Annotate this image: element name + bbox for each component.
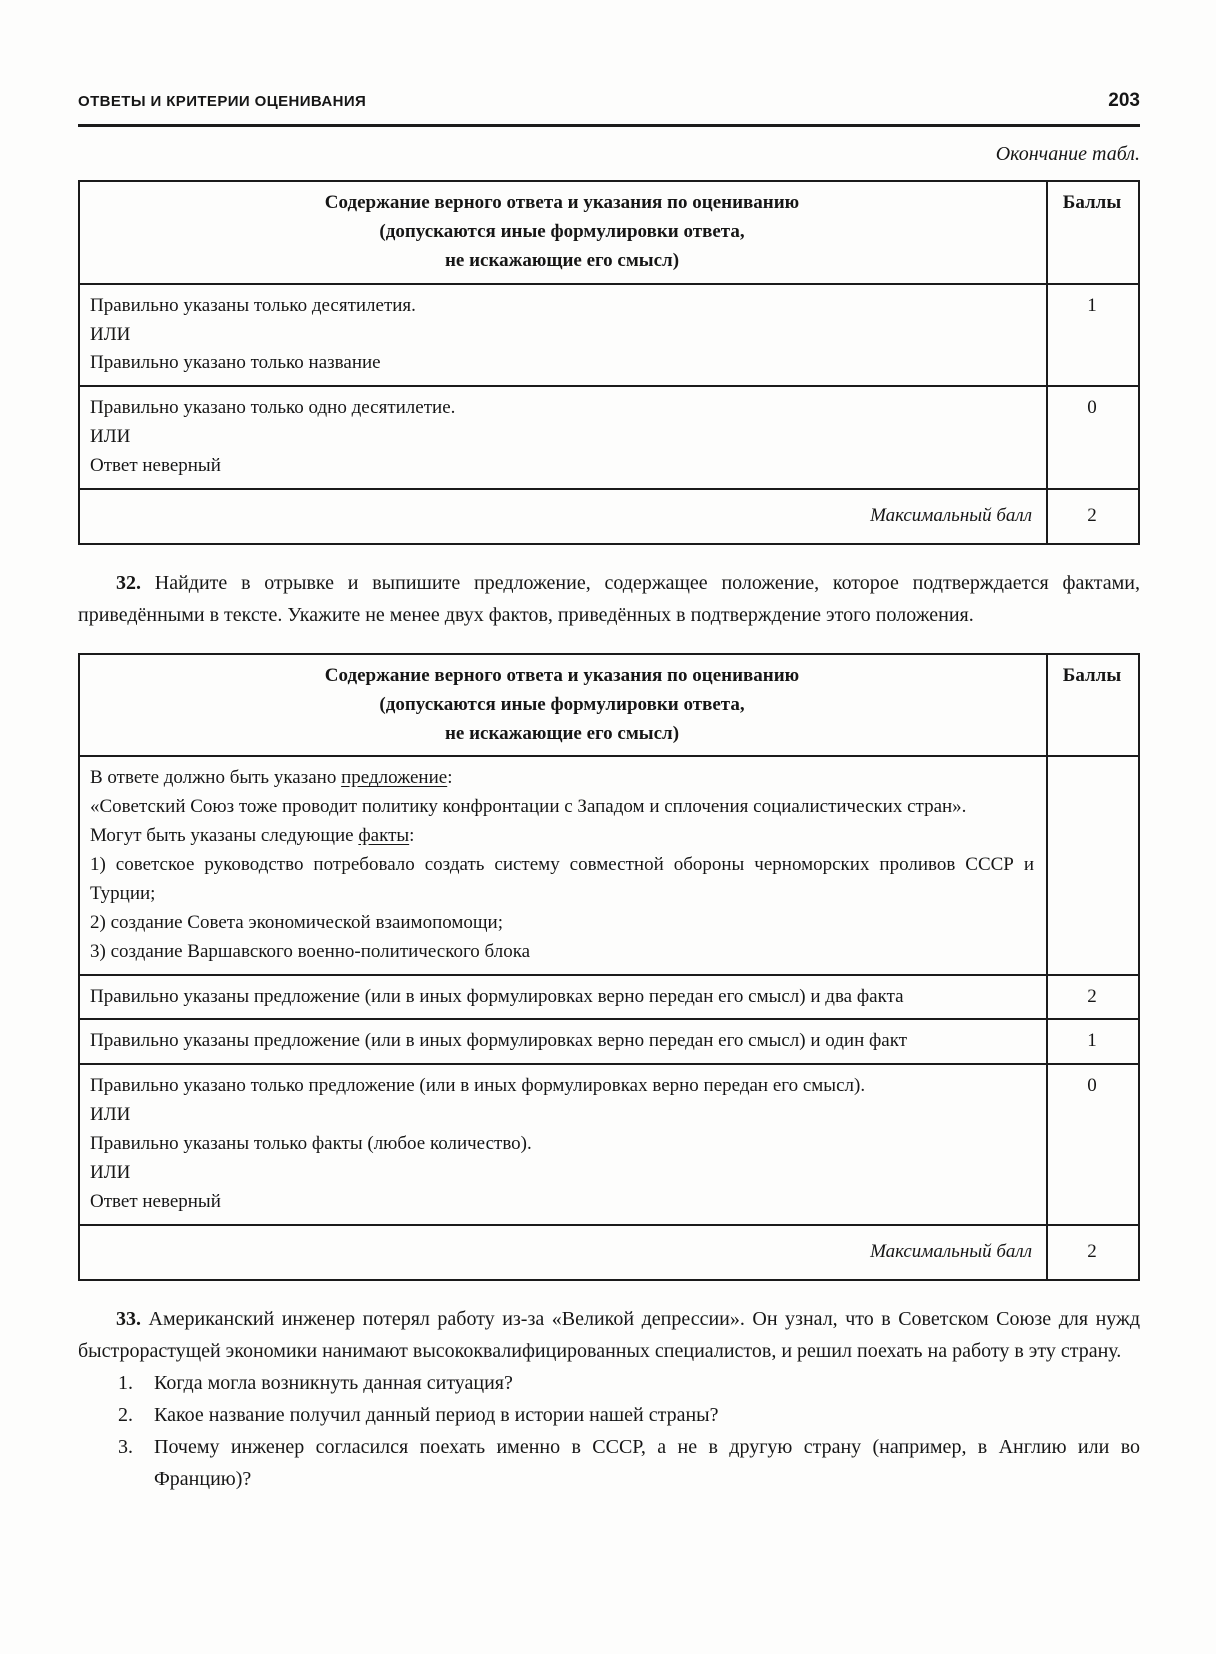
criteria-table-1-header-row [79,181,1139,284]
facts-intro-underlined: факты [358,825,410,847]
answer-content-cell [79,756,1047,974]
facts-intro-pre: Могут быть указаны следующие [90,825,359,847]
criteria-table-2 [78,653,1140,1281]
criteria-line: Правильно указаны предложение (или в иных формулировках верно передан его смысл) и один факт [90,1030,908,1052]
facts-intro-line [90,822,1034,851]
table-row [79,975,1139,1020]
header-rule [78,124,1140,127]
max-score-row [79,489,1139,544]
criteria-header-line: не искажающие его смысл) [444,722,680,744]
criteria-header-line: Содержание верного ответа и указания по оцениванию [324,664,800,686]
score-cell: 1 [1047,284,1139,387]
criteria-header-cell [79,654,1047,757]
criteria-header-line: Содержание верного ответа и указания по оцениванию [324,192,800,213]
criteria-line: ИЛИ [90,1161,131,1183]
criteria-header-line: (допускаются иные формулировки ответа, [379,693,745,715]
page-header [78,90,1140,112]
question-33 [78,1303,1140,1367]
criteria-cell [79,975,1047,1020]
answer-content-row [79,756,1139,974]
item-number: 1. [118,1371,133,1394]
criteria-line: Правильно указано только предложение (или в иных формулировках верно передан его смысл). [90,1075,866,1097]
question-33-item-2 [78,1399,1140,1431]
continuation-note: Окончание табл. [995,143,1140,165]
criteria-cell [79,284,1047,387]
question-32-number: 32. [116,571,141,594]
criteria-line: Правильно указано только название [90,352,381,374]
running-title: ОТВЕТЫ И КРИТЕРИИ ОЦЕНИВАНИЯ [78,93,367,110]
criteria-line: Ответ неверный [90,1190,221,1212]
score-cell: 0 [1047,1064,1139,1224]
table-row [79,1064,1139,1224]
criteria-line: ИЛИ [90,426,131,448]
question-32-text: Найдите в отрывке и выпишите предложение, содержащее положение, которое подтверждается фактами, приведёнными в тексте. Укажите не менее двух фактов, приведённых в подтверждение этого положения. [78,571,1141,626]
fact-line: 1) советское руководство потребовало создать систему совместной обороны черноморских проливов СССР и Турции; [90,854,1034,904]
item-number: 2. [118,1403,133,1426]
score-cell: 0 [1047,386,1139,489]
table-row [79,386,1139,489]
answer-quote-line: «Советский Союз тоже проводит политику конфронтации с Западом и сплочения социалистических стран». [90,796,967,818]
fact-line: 3) создание Варшавского военно-политического блока [90,940,531,962]
item-text: Почему инженер согласился поехать именно в СССР, а не в другую страну (например, в Англию или во Францию)? [154,1435,1140,1490]
max-score-value: 2 [1047,1225,1139,1280]
criteria-table-1 [78,180,1140,545]
fact-line: 2) создание Совета экономической взаимопомощи; [90,911,503,933]
criteria-line: Правильно указано только одно десятилетие. [90,397,456,419]
criteria-cell [79,1064,1047,1224]
item-text: Какое название получил данный период в истории нашей страны? [154,1403,719,1426]
question-33-item-3 [78,1431,1140,1495]
max-score-row [79,1225,1139,1280]
answer-intro-pre: В ответе должно быть указано [90,767,342,789]
document-page [78,0,1140,1495]
question-33-list [78,1367,1140,1495]
max-score-label: Максимальный балл [79,1225,1047,1280]
criteria-line: ИЛИ [90,323,131,345]
criteria-line: Правильно указаны только факты (любое количество). [90,1133,532,1154]
item-text: Когда могла возникнуть данная ситуация? [154,1371,513,1394]
criteria-header-line: не искажающие его смысл) [444,249,680,271]
item-number: 3. [118,1435,133,1458]
score-cell [1047,756,1139,974]
max-score-value: 2 [1047,489,1139,544]
score-cell: 2 [1047,975,1139,1020]
question-33-number: 33. [116,1307,141,1330]
score-header-cell: Баллы [1047,654,1139,757]
criteria-cell [79,1019,1047,1064]
question-33-item-1 [78,1367,1140,1399]
table-row [79,1019,1139,1064]
criteria-line: Ответ неверный [90,455,221,476]
answer-intro-underlined: предложение [341,767,448,789]
page-number: 203 [1108,90,1140,111]
criteria-header-line: (допускаются иные формулировки ответа, [379,220,745,242]
criteria-line: Правильно указаны предложение (или в иных формулировках верно передан его смысл) и два факта [90,985,904,1007]
table-row [79,284,1139,387]
criteria-header-cell [79,181,1047,284]
facts-intro-post: : [409,825,415,847]
criteria-table-2-header-row [79,654,1139,757]
answer-intro-post: : [447,767,453,789]
score-header-cell: Баллы [1047,181,1139,284]
question-32 [78,567,1140,631]
criteria-line: Правильно указаны только десятилетия. [90,294,416,316]
question-33-text: Американский инженер потерял работу из-за «Великой депрессии». Он узнал, что в Советском Союзе для нужд быстрорастущей экономики нанимают высококвалифицированных специалистов, и решил поехать на работу в эту страну. [78,1307,1140,1362]
max-score-label: Максимальный балл [79,489,1047,544]
score-cell: 1 [1047,1019,1139,1064]
answer-intro-line [90,764,1034,793]
criteria-cell [79,386,1047,489]
criteria-line: ИЛИ [90,1104,131,1126]
